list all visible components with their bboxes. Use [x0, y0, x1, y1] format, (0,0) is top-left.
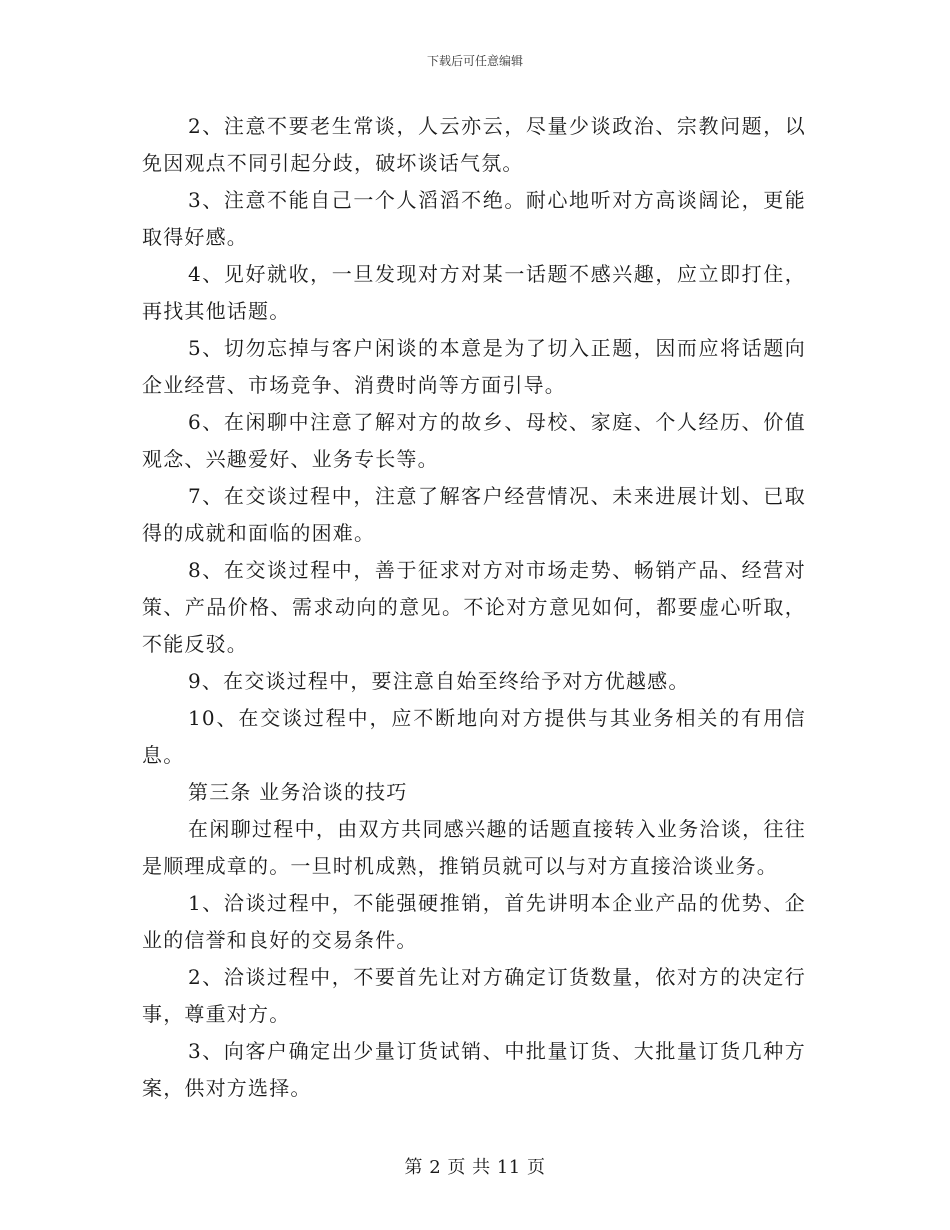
- paragraph: 4、见好就收，一旦发现对方对某一话题不感兴趣，应立即打住，再找其他话题。: [142, 262, 806, 323]
- paragraph: 7、在交谈过程中，注意了解客户经营情况、未来进展计划、已取得的成就和面临的困难。: [142, 484, 806, 545]
- paragraph: 3、向客户确定出少量订货试销、中批量订货、大批量订货几种方案，供对方选择。: [142, 1039, 806, 1100]
- section-heading: 第三条 业务洽谈的技巧: [188, 780, 408, 804]
- document-body: [142, 108, 806, 1107]
- paragraph: 在闲聊过程中，由双方共同感兴趣的话题直接转入业务洽谈，往往是顺理成章的。一旦时机成熟，推销员就可以与对方直接洽谈业务。: [142, 817, 806, 878]
- paragraph: 2、洽谈过程中，不要首先让对方确定订货数量，依对方的决定行事，尊重对方。: [142, 965, 806, 1026]
- paragraph: 8、在交谈过程中，善于征求对方对市场走势、畅销产品、经营对策、产品价格、需求动向的意见。不论对方意见如何，都要虚心听取，不能反驳。: [142, 558, 806, 656]
- page-header: 下载后可任意编辑: [426, 54, 523, 68]
- paragraph: 1、洽谈过程中，不能强硬推销，首先讲明本企业产品的优势、企业的信誉和良好的交易条件。: [142, 891, 806, 952]
- paragraph: 3、注意不能自己一个人滔滔不绝。耐心地听对方高谈阔论，更能取得好感。: [142, 188, 806, 249]
- paragraph: 5、切勿忘掉与客户闲谈的本意是为了切入正题，因而应将话题向企业经营、市场竞争、消费时尚等方面引导。: [142, 336, 806, 397]
- paragraph: 9、在交谈过程中，要注意自始至终给予对方优越感。: [188, 669, 690, 693]
- page-footer: 第 2 页 共 11 页: [404, 1157, 546, 1178]
- paragraph: 6、在闲聊中注意了解对方的故乡、母校、家庭、个人经历、价值观念、兴趣爱好、业务专长等。: [142, 410, 806, 471]
- paragraph: 2、注意不要老生常谈，人云亦云，尽量少谈政治、宗教问题，以免因观点不同引起分歧，破坏谈话气氛。: [142, 114, 806, 175]
- paragraph: 10、在交谈过程中，应不断地向对方提供与其业务相关的有用信息。: [142, 706, 806, 767]
